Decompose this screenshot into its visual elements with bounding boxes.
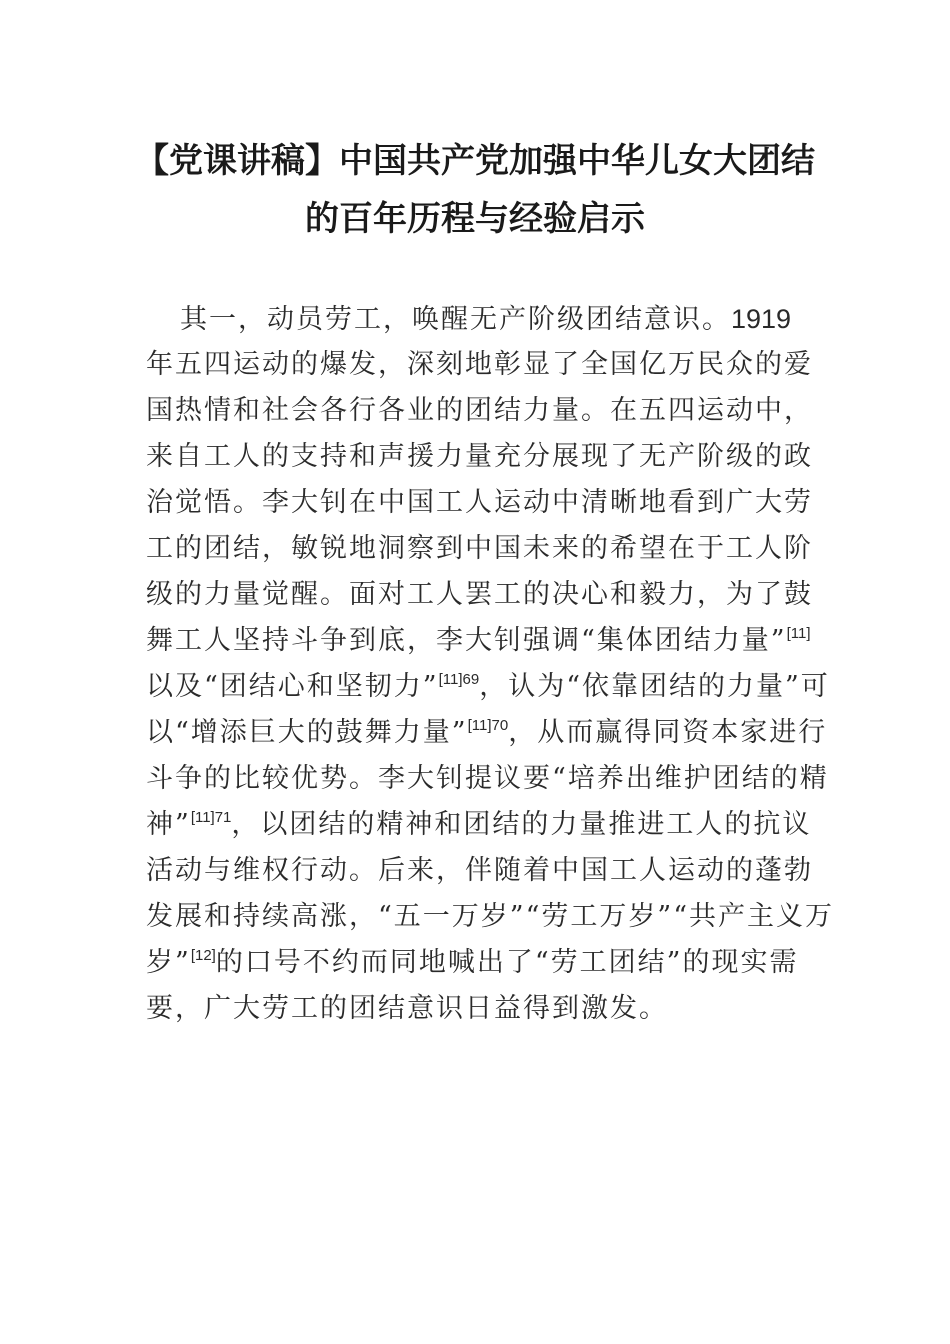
citation-ref: [11]: [786, 625, 811, 642]
paragraph-line: 级的力量觉醒。面对工人罢工的决心和毅力，为了鼓: [146, 579, 813, 610]
paragraph-line: 神”$^{[11]71}$，以团结的精神和团结的力量推进工人的抗议: [146, 809, 812, 840]
paragraph-line: 活动与维权行动。后来，伴随着中国工人运动的蓬勃: [146, 855, 813, 886]
paragraph-line: 发展和持续高涨，“五一万岁”“劳工万岁”“共产主义万: [146, 901, 835, 932]
paragraph-line: 岁”[12]的口号不约而同地喊出了“劳工团结”的现实需: [146, 947, 799, 978]
paragraph-line: 工的团结，敏锐地洞察到中国未来的希望在于工人阶: [146, 533, 813, 564]
title-line-2: 的百年历程与经验启示: [305, 199, 645, 239]
citation-ref: [12]: [190, 947, 216, 964]
page-title: [130, 132, 820, 248]
citation-ref: [11]69: [438, 671, 480, 688]
paragraph-line: 其一，动员劳工，唤醒无产阶级团结意识。1919: [180, 304, 792, 335]
body-paragraph: [146, 296, 835, 1032]
citation-ref: [11]70: [467, 717, 509, 734]
paragraph-line: 舞工人坚持斗争到底，李大钊强调“集体团结力量”[11]: [146, 625, 811, 656]
citation-ref: [11]71: [190, 809, 232, 826]
paragraph-line: 要，广大劳工的团结意识日益得到激发。: [146, 993, 668, 1024]
paragraph-line: 年五四运动的爆发，深刻地彰显了全国亿万民众的爱: [146, 349, 813, 380]
title-line-1: 【党课讲稿】中国共产党加强中华儿女大团结: [135, 141, 815, 181]
paragraph-line: 以“增添巨大的鼓舞力量”$^{[11]70}$，从而赢得同资本家进行: [146, 717, 828, 748]
paragraph-line: 以及“团结心和坚韧力”$^{[11]69}$，认为“依靠团结的力量”可: [146, 671, 830, 702]
paragraph-line: 国热情和社会各行各业的团结力量。在五四运动中，: [146, 395, 813, 426]
paragraph-line: 来自工人的支持和声援力量充分展现了无产阶级的政: [146, 441, 813, 472]
paragraph-line: 治觉悟。李大钊在中国工人运动中清晰地看到广大劳: [146, 487, 813, 518]
paragraph-line: 斗争的比较优势。李大钊提议要“培养出维护团结的精: [146, 763, 829, 794]
